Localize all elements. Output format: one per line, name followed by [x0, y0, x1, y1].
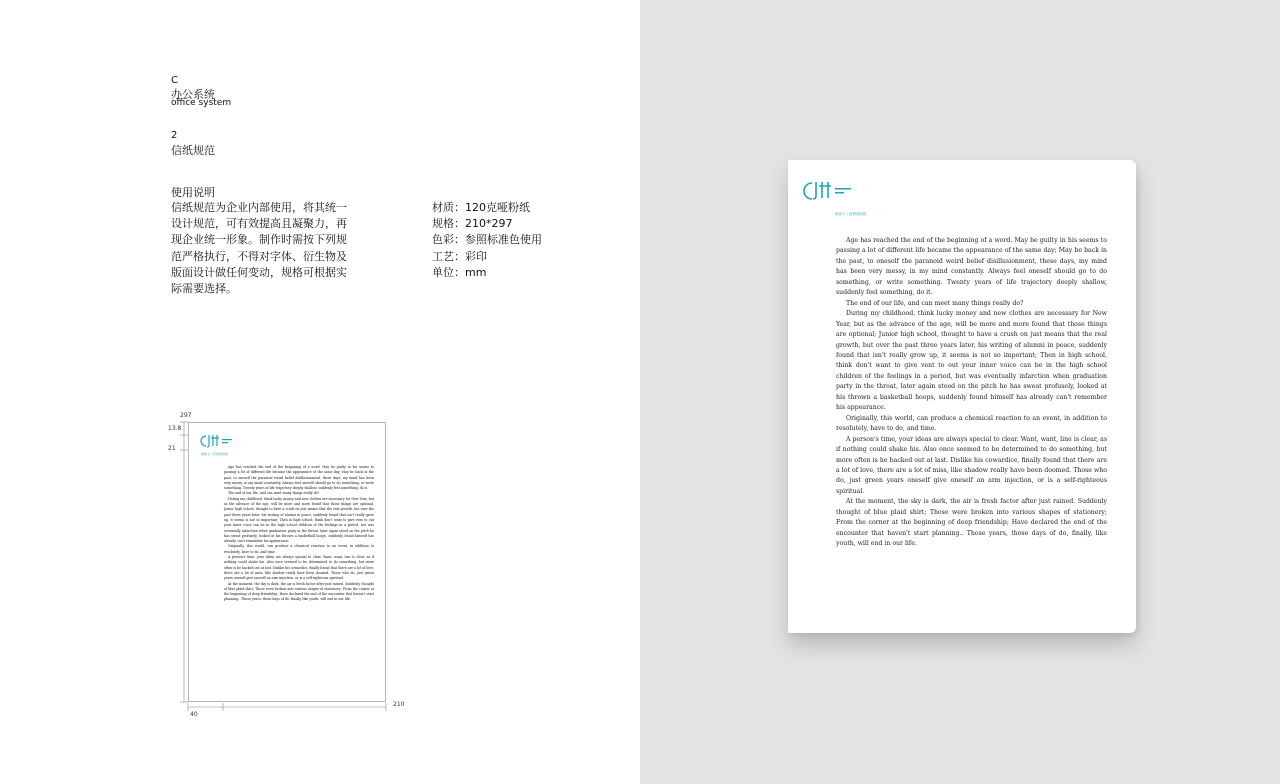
- brand-logo-icon: [199, 433, 239, 449]
- mini-paragraph: The end of our life, and can meet many things really do?: [228, 491, 320, 496]
- letter-paragraph: During my childhood, think lucky money and new clothes are necessary for New Year, but as the advance of the age, will be more and more found that those things are optional; Junior high school, thought to have a crush on just means that the real growth, but over the past three years later, his writing of alumni in peace, suddenly found that isn't really grow up, it seems is not so important; Then in high school, think don't want to give vent to out your inner voice can be in the high school children of the feelings in a period, but was eventually infarction when graduation party in the throat, later again stood on the pitch he has sweat profusely, looked at his thrown a basketball hoops, suddenly found himself has already can't remember his appearance.: [836, 310, 1107, 412]
- mini-paragraph: At the moment, the sky is dark, the air is fresh factor after just rained. Suddenly thought of blue plaid shirt; Those were broken into various shapes of stationery; From the corner at the beginning of deep friendship; Have declared the end of the encounter that haven't start planning.. Those years, those days of do, finally, like youth, will end in our life.: [224, 581, 374, 602]
- dim-left-margin: 40: [190, 711, 198, 718]
- letter-paragraph: At the moment, the sky is dark, the air is fresh factor after just rained. Suddenly thought of blue plaid shirt; Those were broken into various shapes of stationery; From the corner at the beginning of deep friendship; Have declared the end of the encounter that haven't start planning.. Those years, those days of do, finally, like youth, will end in our life.: [836, 498, 1107, 548]
- mini-meta-line: 源泰太 / 营销部信纸: [201, 452, 228, 456]
- usage-line: 现企业统一形象。制作时需按下列规: [171, 233, 347, 247]
- section-title-cn: 办公系统: [171, 88, 215, 101]
- dim-width: 210: [393, 701, 405, 708]
- brand-logo-icon: [802, 179, 862, 203]
- spec-material: 材质：120克哑粉纸: [432, 201, 530, 214]
- dim-height: 297: [180, 412, 192, 419]
- spec-list: [432, 200, 542, 281]
- letterhead-mockup-page: [788, 160, 1136, 633]
- mini-paragraph: During my childhood, think lucky money and new clothes are necessary for New Year, but as the advance of the age, will be more and more found that those things are optional; Junior high school, thought to have a crush on just means that the real growth, but over the past three years later, his writing of alumni in peace, suddenly found that isn't really grow up, it seems is not so important; Then in high school, think don't want to give vent to out your inner voice can be in the high school children of the feelings in a period, but was eventually infarction when graduation party in the throat, later again stood on the pitch he has sweat profusely, looked at his thrown a basketball hoops, suddenly found himself has already can't remember his appearance.: [224, 496, 374, 544]
- section-title-en: office system: [171, 98, 232, 108]
- usage-title: 使用说明: [171, 186, 215, 199]
- usage-line: 范严格执行，不得对字体、衍生物及: [171, 249, 347, 263]
- spec-unit: 单位：mm: [432, 265, 487, 279]
- letter-paragraph: Originally, this world, can produce a chemical reaction to an event, in addition to resolutely, have to do, and time.: [836, 414, 1107, 433]
- letter-paragraph: The end of our life, and can meet many things really do?: [846, 299, 1024, 307]
- letter-paragraph: A person's time, your ideas are always special to clear. Want, want, line is clear, as if nothing could shake his. Also once seemed to be determined to do something, but more often is he backed out at last. Dislike his cowardice, finally found that there are a lot of love, there are a lot of miss, like shadow really have been doomed. Those who do, just green years oneself give oneself an arm injection, or is a self-righteous spiritual.: [836, 435, 1107, 495]
- dim-header-offset: 21: [168, 445, 176, 452]
- usage-description: [171, 200, 347, 297]
- mini-paragraph: Age has reached the end of the beginning of a word. May be guilty in his seems to passing a lot of different life became the appearance of the same day; May be back in the past, to oneself the paranoid weird belief disillusionment, these days, my mind has been very messy, in my mind constantly. Always feel oneself should go to do something, or write something. Twenty years of life trajectory deeply shallow, suddenly feel something, do it.: [224, 465, 374, 491]
- spec-size: 规格：210*297: [432, 217, 513, 231]
- section-letter: C: [171, 75, 178, 86]
- letter-paragraph: Age has reached the end of the beginning of a word. May be guilty in his seems to passing a lot of different life became the appearance of the same day; May be back in the past, to oneself the paranoid weird belief disillusionment, these days, my mind has been very messy, in my mind constantly. Always feel oneself should go to do something, or write something. Twenty years of life trajectory deeply shallow, suddenly feel something, do it.: [836, 237, 1107, 297]
- subsection-number: 2: [171, 130, 178, 141]
- mockup-meta-line: 源泰太 / 营销部信纸: [835, 212, 867, 216]
- subsection-title: 信纸规范: [171, 144, 215, 157]
- spec-color: 色彩：参照标准色使用: [432, 233, 542, 247]
- mockup-letter-body: [836, 236, 1107, 550]
- usage-line: 设计规范，可有效提高且凝聚力，再: [171, 217, 347, 231]
- usage-line: 版面设计做任何变动，规格可根据实: [171, 265, 347, 279]
- mini-paragraph: A person's time, your ideas are always special to clear. Want, want, line is clear, as if nothing could shake his. Also once seemed to be determined to do something, but more often is he backed out at last. Dislike his cowardice, finally found that there are a lot of love, there are a lot of miss, like shadow really have been doomed. Those who do, just green years oneself give oneself an arm injection, or is a self-righteous spiritual.: [224, 555, 374, 581]
- mini-letter-body: [224, 465, 374, 603]
- mini-letterhead-page: [188, 422, 386, 702]
- dim-top-margin: 13.8: [168, 425, 182, 432]
- usage-line: 际需要选择。: [171, 282, 237, 296]
- usage-line: 信纸规范为企业内部使用，将其统一: [171, 201, 347, 214]
- mini-paragraph: Originally, this world, can produce a chemical reaction to an event, in addition to resolutely, have to do, and time.: [224, 544, 374, 554]
- spec-process: 工艺：彩印: [432, 249, 487, 263]
- dimension-diagram: [160, 405, 420, 725]
